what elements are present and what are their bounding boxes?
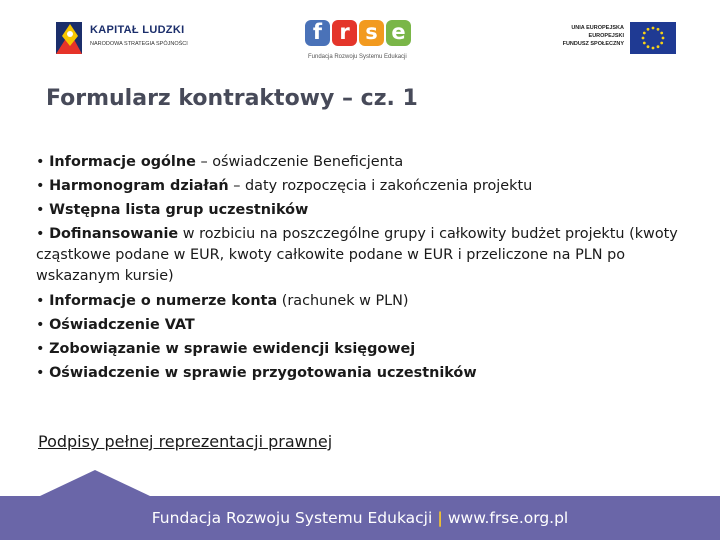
item-bold: Dofinansowanie (49, 226, 179, 242)
list-item-vat (36, 313, 696, 337)
footer-text (0, 509, 720, 527)
item-bold: Oświadczenie w sprawie przygotowania uczestników (49, 365, 477, 381)
item-bold: Harmonogram działań (49, 178, 229, 194)
bullet-list (36, 150, 696, 385)
list-item-participant-prep (36, 361, 696, 385)
eu-line-3: FUNDUSZ SPOŁECZNY (562, 41, 624, 47)
kapital-ludzki-title: KAPITAŁ LUDZKI (90, 24, 185, 36)
slide-title: Formularz kontraktowy – cz. 1 (46, 86, 418, 111)
frse-letter-r: r (332, 20, 357, 46)
bullet: • (36, 202, 45, 218)
item-text: – oświadczenie Beneficjenta (195, 154, 404, 170)
bullet: • (36, 365, 45, 381)
list-item-general-info (36, 150, 696, 174)
item-bold: Informacje o numerze konta (49, 293, 278, 309)
bullet: • (36, 178, 45, 194)
bullet: • (36, 293, 45, 309)
bullet: • (36, 226, 45, 242)
item-text: (rachunek w PLN) (277, 293, 409, 309)
frse-letter-s: s (359, 20, 384, 46)
item-bold: Oświadczenie VAT (49, 317, 195, 333)
frse-logo (300, 18, 420, 66)
list-item-funding (36, 224, 696, 287)
list-item-accounting (36, 337, 696, 361)
list-item-schedule (36, 174, 696, 198)
item-bold: Informacje ogólne (49, 154, 196, 170)
footer-tab-decoration (40, 470, 150, 496)
item-bold: Wstępna lista grup uczestników (49, 202, 309, 218)
header-logos (0, 0, 720, 80)
eu-line-2: EUROPEJSKI (588, 33, 624, 39)
bullet: • (36, 341, 45, 357)
bullet: • (36, 317, 45, 333)
item-text: – daty rozpoczęcia i zakończenia projektu (228, 178, 533, 194)
frse-wordmark (305, 20, 411, 50)
footer-separator: | (437, 509, 443, 527)
frse-letter-e: e (386, 20, 411, 46)
list-item-participant-groups (36, 198, 696, 222)
footer-website-link[interactable]: www.frse.org.pl (447, 509, 569, 527)
bullet: • (36, 154, 45, 170)
eu-logo (560, 22, 676, 58)
kapital-ludzki-subtitle: NARODOWA STRATEGIA SPÓJNOŚCI (90, 41, 188, 47)
kapital-ludzki-logo (52, 18, 202, 64)
footer-org-name: Fundacja Rozwoju Systemu Edukacji (151, 509, 433, 527)
frse-letter-f: f (305, 20, 330, 46)
kapital-ludzki-emblem-icon (52, 18, 86, 58)
item-bold: Zobowiązanie w sprawie ewidencji księgowej (49, 341, 416, 357)
frse-subtitle: Fundacja Rozwoju Systemu Edukacji (308, 54, 407, 60)
eu-line-1: UNIA EUROPEJSKA (571, 25, 624, 31)
eu-logo-text (560, 24, 624, 48)
eu-flag-icon (630, 22, 676, 54)
list-item-account-info (36, 289, 696, 313)
item-text: w rozbiciu na poszczególne grupy i całkowity budżet projektu (kwoty cząstkowe podane w EUR, kwoty całkowite podane w EUR i przeliczone na PLN po wskazanym kursie) (36, 226, 678, 284)
signatures-note: Podpisy pełnej reprezentacji prawnej (38, 432, 333, 451)
